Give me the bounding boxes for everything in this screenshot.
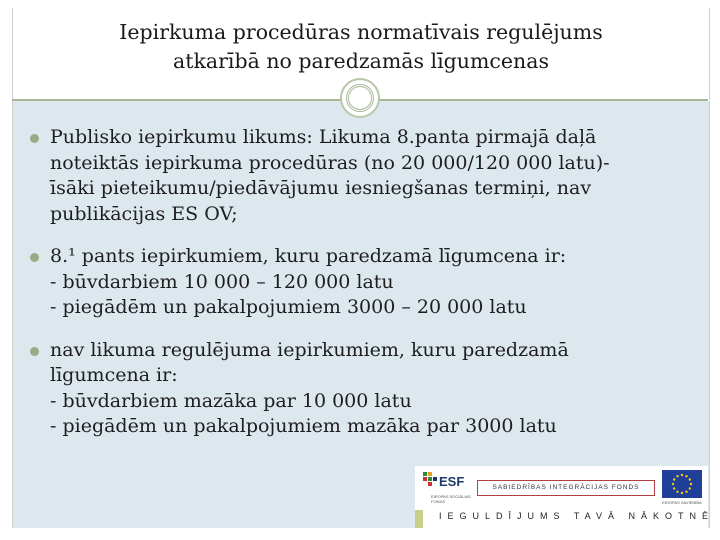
bullet-line: - piegādēm un pakalpojumiem 3000 – 20 000 latu [50, 296, 527, 318]
bullet-line: publikācijas ES OV; [50, 202, 238, 225]
bullet-item [28, 338, 688, 440]
eu-star-icon [681, 474, 683, 476]
bullet-item [28, 125, 688, 227]
eu-star-icon [689, 478, 691, 480]
bullet-line: - piegādēm un pakalpojumiem mazāka par 3000 latu [50, 415, 557, 437]
bullet-item [28, 244, 688, 321]
bullet-list [28, 125, 688, 457]
eu-flag-icon [662, 470, 702, 498]
title-line-2: atkarībā no paredzamās līgumcenas [173, 49, 549, 73]
bullet-line: līgumcena ir: [50, 364, 178, 386]
esf-sublabel: EIROPAS SOCIĀLAIS FONDS [431, 494, 471, 504]
circle-ornament-icon [340, 78, 380, 118]
bullet-line: Publisko iepirkumu likums: Likuma 8.panta pirmajā daļā [50, 126, 597, 148]
bullet-line: nav likuma regulējuma iepirkumiem, kuru paredzamā [50, 338, 569, 361]
eu-star-icon [676, 475, 678, 477]
eu-star-icon [681, 492, 683, 494]
content-panel [12, 101, 715, 528]
bullet-dot-icon [30, 134, 39, 143]
eu-star-icon [685, 475, 687, 477]
bullet-line: noteiktās iepirkuma procedūras (no 20 000/120 000 latu)- [50, 151, 610, 174]
slide-title [13, 18, 709, 76]
title-line-1: Iepirkuma procedūras normatīvais regulējums [119, 20, 603, 44]
bullet-line: - būvdarbiem 10 000 – 120 000 latu [50, 270, 394, 293]
bullet-line: - būvdarbiem mazāka par 10 000 latu [50, 389, 412, 412]
accent-strip [415, 510, 423, 528]
eu-sublabel: EIROPAS SAVIENĪBA [662, 500, 702, 505]
bullet-line: 8.¹ pants iepirkumiem, kuru paredzamā līgumcena ir: [50, 245, 567, 267]
esf-mark-icon [423, 472, 437, 486]
fund-logo: SABIEDRĪBAS INTEGRĀCIJAS FONDS [477, 480, 655, 496]
eu-star-icon [672, 483, 674, 485]
bullet-line: īsāki pieteikumu/piedāvājumu iesniegšanas termiņi, nav [50, 177, 592, 199]
footer-logos [415, 466, 715, 528]
eu-star-icon [673, 478, 675, 480]
bullet-dot-icon [30, 347, 39, 356]
esf-logo [423, 472, 471, 508]
eu-star-icon [685, 491, 687, 493]
bullet-dot-icon [30, 253, 39, 262]
eu-star-icon [673, 487, 675, 489]
footer-motto: IEGULDĪJUMS TAVĀ NĀKOTNĒ [439, 511, 715, 521]
eu-star-icon [690, 483, 692, 485]
eu-star-icon [689, 487, 691, 489]
esf-label: ESF [439, 474, 465, 489]
eu-star-icon [676, 491, 678, 493]
